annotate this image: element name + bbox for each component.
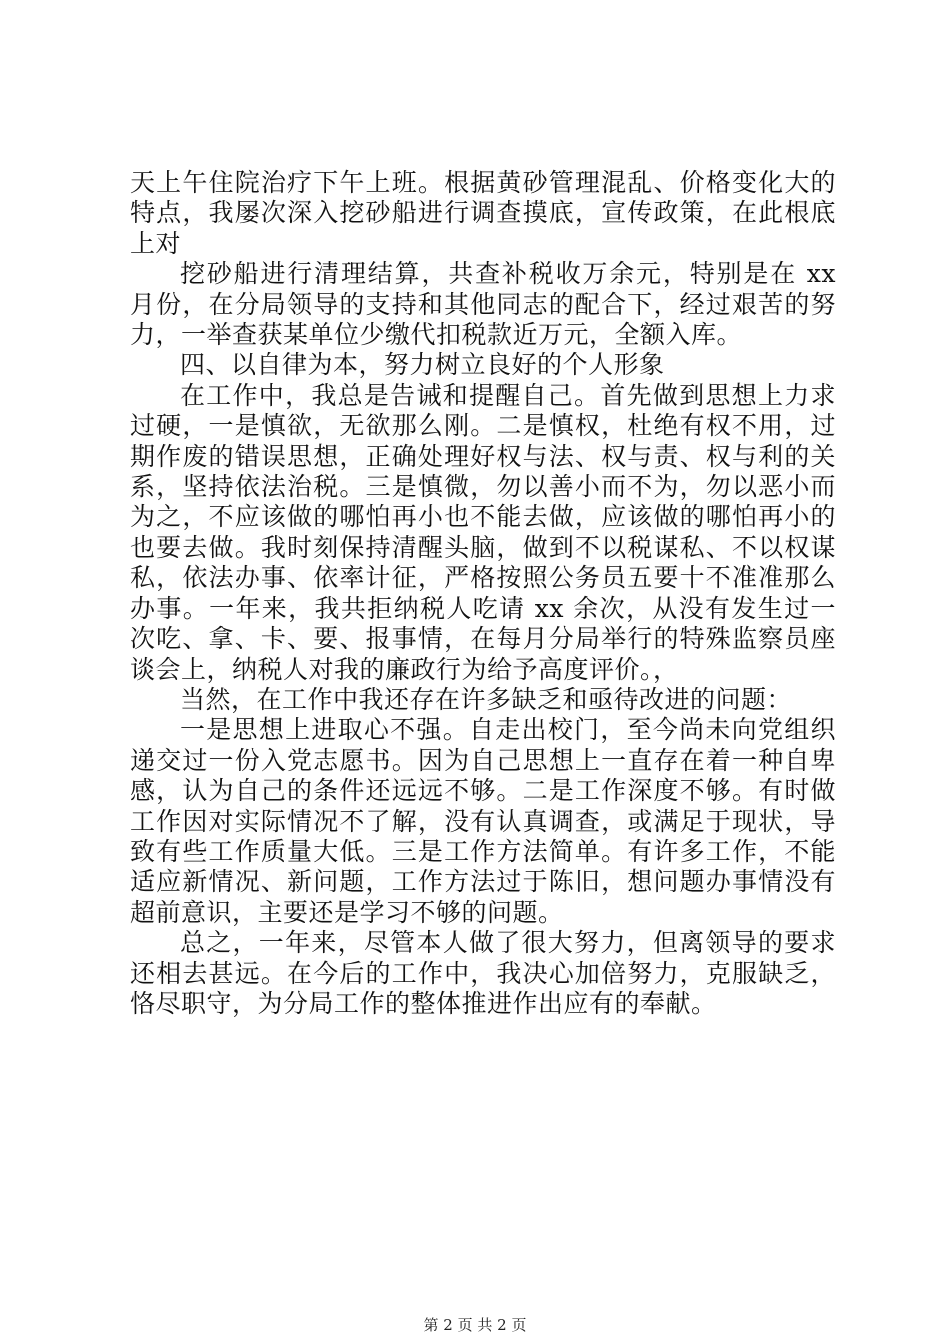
document-body — [130, 168, 836, 1019]
paragraph: 总之，一年来，尽管本人做了很大努力，但离领导的要求还相去甚远。在今后的工作中，我决心加倍努力，克服缺乏，恪尽职守，为分局工作的整体推进作出应有的奉献。 — [130, 928, 836, 1018]
paragraph: 在工作中，我总是告诫和提醒自己。首先做到思想上力求过硬，一是慎欲，无欲那么刚。二是慎权，杜绝有权不用，过期作废的错误思想，正确处理好权与法、权与责、权与利的关系，坚持依法治税。三是慎微，勿以善小而不为，勿以恶小而为之，不应该做的哪怕再小也不能去做，应该做的哪怕再小的也要去做。我时刻保持清醒头脑，做到不以税谋私、不以权谋私，依法办事、依率计征，严格按照公务员五要十不准准那么办事。一年来，我共拒纳税人吃请 xx 余次，从没有发生过一次吃、拿、卡、要、报事情，在每月分局举行的特殊监察员座谈会上，纳税人对我的廉政行为给予高度评价。， — [130, 380, 836, 684]
paragraph: 挖砂船进行清理结算，共查补税收万余元，特别是在 xx 月份，在分局领导的支持和其他同志的配合下，经过艰苦的努力，一举查获某单位少缴代扣税款近万元，全额入库。 — [130, 259, 836, 350]
paragraph: 一是思想上进取心不强。自走出校门，至今尚未向党组织递交过一份入党志愿书。因为自己思想上一直存在着一种自卑感，认为自己的条件还远远不够。二是工作深度不够。有时做工作因对实际情况不了解，没有认真调查，或满足于现状，导致有些工作质量大低。三是工作方法简单。有许多工作，不能适应新情况、新问题，工作方法过于陈旧，想问题办事情没有超前意识，主要还是学习不够的问题。 — [130, 715, 836, 927]
paragraph-continuation: 天上午住院治疗下午上班。根据黄砂管理混乱、价格变化大的特点，我屡次深入挖砂船进行调查摸底，宣传政策，在此根底上对 — [130, 168, 836, 258]
paragraph: 当然，在工作中我还存在许多缺乏和亟待改进的问题： — [180, 684, 793, 714]
page-number-footer: 第 2 页 共 2 页 — [423, 1316, 527, 1334]
section-heading: 四、以自律为本，努力树立良好的个人形象 — [180, 350, 665, 380]
